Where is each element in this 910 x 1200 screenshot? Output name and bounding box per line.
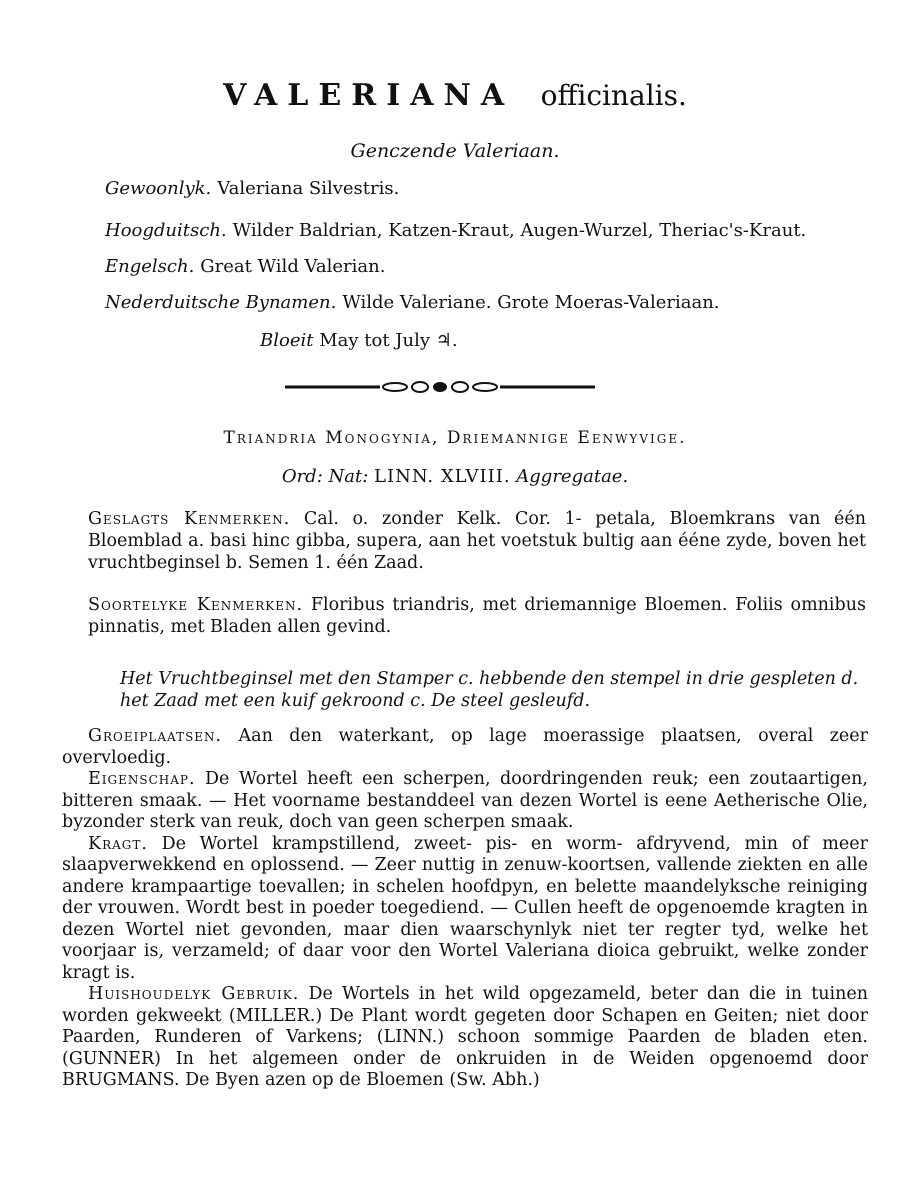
virtue-paragraph: [62, 834, 868, 985]
title-species: officinalis.: [540, 79, 687, 112]
synonym-common: [105, 178, 399, 199]
synonym-text: Wilder Baldrian, Katzen-Kraut, Augen-Wurzel, Theriac's-Kraut.: [232, 220, 807, 241]
ord-group: Aggregatae.: [516, 466, 629, 487]
property-paragraph: [62, 769, 868, 834]
synonym-text: Great Wild Valerian.: [200, 256, 386, 277]
species-characters: [88, 594, 866, 638]
virtue-text: De Wortel krampstillend, zweet- pis- en worm- afdryvend, min of meer slaapverwekkend en oplossend. — Zeer nuttig in zenuw-koortsen, vallende ziekten en alle andere krampaartige toevallen; in schelen hoofdpyn, en belette maandelyksche reiniging der vrouwen. Wordt best in poeder toegediend. — Cullen heeft de opgenoemde kragten in dezen Wortel niet gevonden, maar dien waarschynlyk niet ter regter tyd, welke het voorjaar is, verzameld; of daar voor den Wortel Valeriana dioica gebruikt, welke zonder kragt is.: [62, 833, 868, 983]
synonym-label: Hoogduitsch.: [105, 220, 227, 241]
habitat-text: Aan den waterkant, op lage moerassige plaatsen, overal zeer overvloedig.: [62, 726, 868, 768]
synonym-german: [105, 220, 806, 241]
synonym-text: Valeriana Silvestris.: [217, 178, 400, 199]
page-subtitle: Genczende Valeriaan.: [350, 140, 560, 162]
ornament-divider: [285, 378, 595, 396]
ord-linn: LINN. XLVIII.: [374, 466, 511, 487]
synonym-label: Engelsch.: [105, 256, 195, 277]
flowering-text: May tot July ♃.: [319, 330, 458, 351]
ord-label: Ord: Nat:: [281, 466, 369, 487]
page-title: [0, 78, 910, 113]
classification-heading: Triandria Monogynia, Driemannige Eenwyvige.: [223, 428, 687, 448]
property-heading: Eigenschap.: [88, 769, 196, 789]
natural-order: [0, 466, 910, 487]
species-characters-heading: Soortelyke Kenmerken.: [88, 595, 304, 615]
genus-characters: [88, 508, 866, 574]
body-text: [62, 726, 868, 1092]
virtue-heading: Kragt.: [88, 833, 148, 854]
synonym-english: [105, 256, 385, 277]
title-genus: VALERIANA: [223, 78, 515, 113]
habitat-heading: Groeiplaatsen.: [88, 726, 223, 746]
flowering-label: Bloeit: [260, 330, 314, 351]
household-heading: Huishoudelyk Gebruik.: [88, 984, 300, 1004]
species-characters-text: Floribus triandris, met driemannige Bloemen. Foliis omnibus pinnatis, met Bladen allen gevind.: [88, 595, 866, 637]
flowering-period: [260, 330, 458, 351]
synonym-label: Nederduitsche Bynamen.: [105, 292, 337, 313]
household-text: De Wortels in het wild opgezameld, beter dan die in tuinen worden gekweekt (MILLER.) De Plant wordt gegeten door Schapen en Geiten; niet door Paarden, Runderen of Varkens; (LINN.) schoon sommige Paarden de bladen eten. (GUNNER) In het algemeen onder de onkruiden in de Weiden opgenoemd door BRUGMANS. De Byen azen op de Bloemen (Sw. Abh.): [62, 984, 868, 1090]
habitat-paragraph: [62, 726, 868, 769]
synonym-dutch: [105, 292, 720, 313]
figure-caption: Het Vruchtbeginsel met den Stamper c. hebbende den stempel in drie gespleten d. het Zaad met een kuif gekroond c. De steel gesleufd.: [120, 669, 859, 711]
household-paragraph: [62, 984, 868, 1092]
synonym-label: Gewoonlyk.: [105, 178, 212, 199]
genus-characters-heading: Geslagts Kenmerken.: [88, 509, 291, 529]
property-text: De Wortel heeft een scherpen, doordringenden reuk; een zoutaartigen, bitteren smaak. — Het voorname bestanddeel van dezen Wortel is eene Aetherische Olie, byzonder sterk van reuk, doch van geen scherpen smaak.: [62, 769, 868, 832]
genus-characters-text: Cal. o. zonder Kelk. Cor. 1- petala, Bloemkrans van één Bloemblad a. basi hinc gibba, supera, aan het voetstuk bultig aan ééne zyde, boven het vruchtbeginsel b. Semen 1. één Zaad.: [88, 509, 866, 573]
synonym-text: Wilde Valeriane. Grote Moeras-Valeriaan.: [342, 292, 720, 313]
